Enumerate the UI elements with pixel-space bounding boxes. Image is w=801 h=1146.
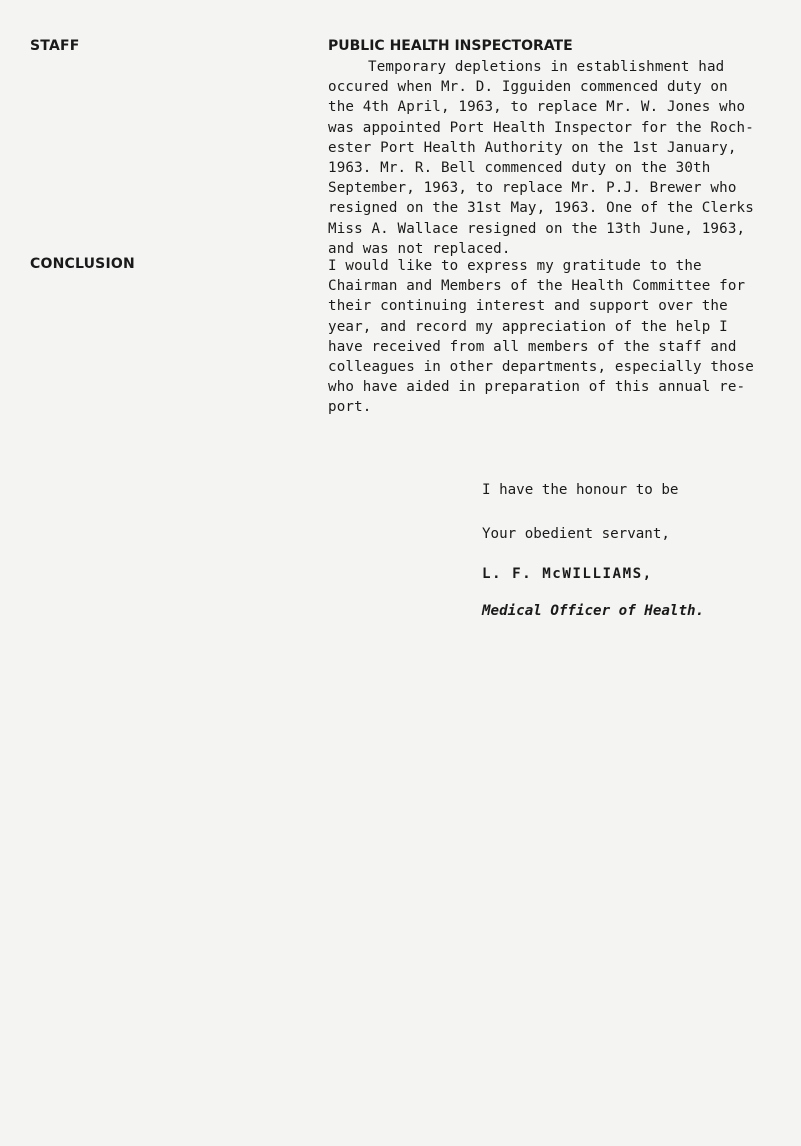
- conclusion-paragraph: [328, 256, 768, 418]
- paragraph-line: ester Port Health Authority on the 1st January,: [328, 139, 737, 156]
- signature-name: L. F. McWILLIAMS,: [482, 566, 653, 582]
- staff-paragraph: [328, 57, 768, 259]
- paragraph-line: colleagues in other departments, especially those: [328, 358, 754, 375]
- staff-side-label: STAFF: [30, 38, 80, 54]
- paragraph-line: was appointed Port Health Inspector for the Roch-: [328, 119, 754, 136]
- paragraph-line: their continuing interest and support over the: [328, 298, 728, 315]
- paragraph-line: I would like to express my gratitude to the: [328, 258, 702, 274]
- closing-servant: Your obedient servant,: [482, 526, 670, 542]
- paragraph-line: Miss A. Wallace resigned on the 13th June, 1963,: [328, 220, 746, 237]
- paragraph-line: resigned on the 31st May, 1963. One of the Clerks: [328, 200, 754, 217]
- closing-honour: I have the honour to be: [482, 482, 679, 498]
- paragraph-line: year, and record my appreciation of the help I: [328, 318, 728, 335]
- paragraph-line: Temporary depletions in establishment had: [368, 59, 725, 75]
- conclusion-side-label: CONCLUSION: [30, 256, 135, 272]
- paragraph-line: and was not replaced.: [328, 240, 511, 257]
- section-heading-public-health-inspectorate: PUBLIC HEALTH INSPECTORATE: [328, 38, 573, 54]
- paragraph-line: occured when Mr. D. Igguiden commenced duty on: [328, 79, 728, 96]
- paragraph-line: the 4th April, 1963, to replace Mr. W. Jones who: [328, 99, 746, 116]
- paragraph-line: who have aided in preparation of this annual re-: [328, 379, 746, 396]
- paragraph-line: port.: [328, 399, 372, 416]
- paragraph-line: 1963. Mr. R. Bell commenced duty on the 30th: [328, 159, 711, 176]
- paragraph-line: have received from all members of the staff and: [328, 338, 737, 355]
- signature-title: Medical Officer of Health.: [482, 603, 705, 619]
- paragraph-line: September, 1963, to replace Mr. P.J. Brewer who: [328, 180, 737, 197]
- paragraph-line: Chairman and Members of the Health Committee for: [328, 278, 746, 295]
